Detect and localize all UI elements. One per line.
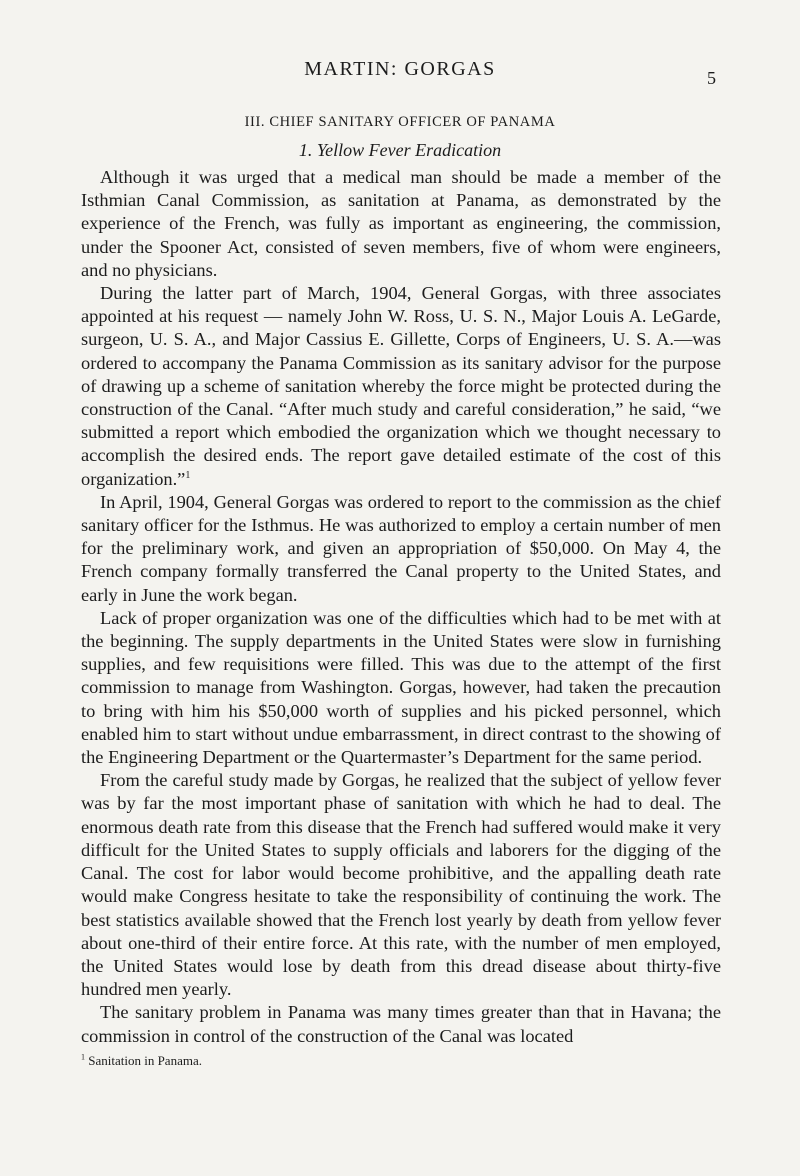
- paragraph: In April, 1904, General Gorgas was ordered to report to the commission as the chief sanitary officer for the Isthmus. He was authorized to employ a certain number of men for the preliminary work, and given an appropriation of $50,000. On May 4, the French company formally transferred the Canal property to the United States, and early in June the work began.: [81, 491, 721, 605]
- page-header: [0, 58, 800, 86]
- paragraph: The sanitary problem in Panama was many times greater than that in Havana; the commission in control of the construction of the Canal was located: [81, 1002, 721, 1046]
- body-text: [81, 166, 721, 1048]
- paragraph: Although it was urged that a medical man should be made a member of the Isthmian Canal Commission, as sanitation at Panama, as demonstrated by the experience of the French, was fully as important as engineering, the commission, under the Spooner Act, consisted of seven members, five of whom were engineers, and no physicians.: [81, 167, 721, 280]
- page-number: 5: [707, 68, 716, 88]
- footnote-reference: 1: [185, 469, 191, 481]
- paragraph: From the careful study made by Gorgas, he realized that the subject of yellow fever was by far the most important phase of sanitation with which he had to deal. The enormous death rate from this disease that the French had suffered would make it very difficult for the United States to supply officials and laborers for the digging of the Canal. The cost for labor would become prohibitive, and the appalling death rate would make Congress hesitate to take the responsibility of continuing the work. The best statistics available showed that the French lost yearly by death from yellow fever about one-third of their entire force. At this rate, with the number of men employed, the United States would lose by death from this dread disease about thirty-five hundred men yearly.: [81, 770, 721, 1000]
- paragraph: [81, 282, 721, 491]
- section-title: III. CHIEF SANITARY OFFICER OF PANAMA: [244, 114, 556, 130]
- paragraph: Lack of proper organization was one of the difficulties which had to be met with at the beginning. The supply departments in the United States were slow in furnishing supplies, and few requisitions were filled. This was due to the attempt of the first commission to manage from Washington. Gorgas, however, had taken the precaution to bring with him his $50,000 worth of supplies and his picked personnel, which enabled him to start without undue embarrassment, in direct contrast to the showing of the Engineering Department or the Quartermaster’s Department for the same period.: [81, 607, 721, 768]
- subsection-title: 1. Yellow Fever Eradication: [298, 140, 502, 160]
- paragraph-text: During the latter part of March, 1904, General Gorgas, with three associates appointed at his request — namely John W. Ross, U. S. N., Major Louis A. LeGarde, surgeon, U. S. A., and Major Cassius E. Gillette, Corps of Engineers, U. S. A.—was ordered to accompany the Panama Commission as its sanitary advisor for the purpose of drawing up a scheme of sanitation whereby the force might be protected during the construction of the Canal. “After much study and careful consideration,” he said, “we submitted a report which embodied the organization which we thought necessary to accomplish the desired ends. The report gave detailed estimate of the cost of this organization.”: [81, 283, 721, 489]
- running-head: MARTIN: GORGAS: [304, 58, 496, 80]
- footnote-marker: 1: [81, 1052, 85, 1062]
- footnote: [81, 1053, 202, 1069]
- footnote-text: Sanitation in Panama.: [88, 1053, 202, 1068]
